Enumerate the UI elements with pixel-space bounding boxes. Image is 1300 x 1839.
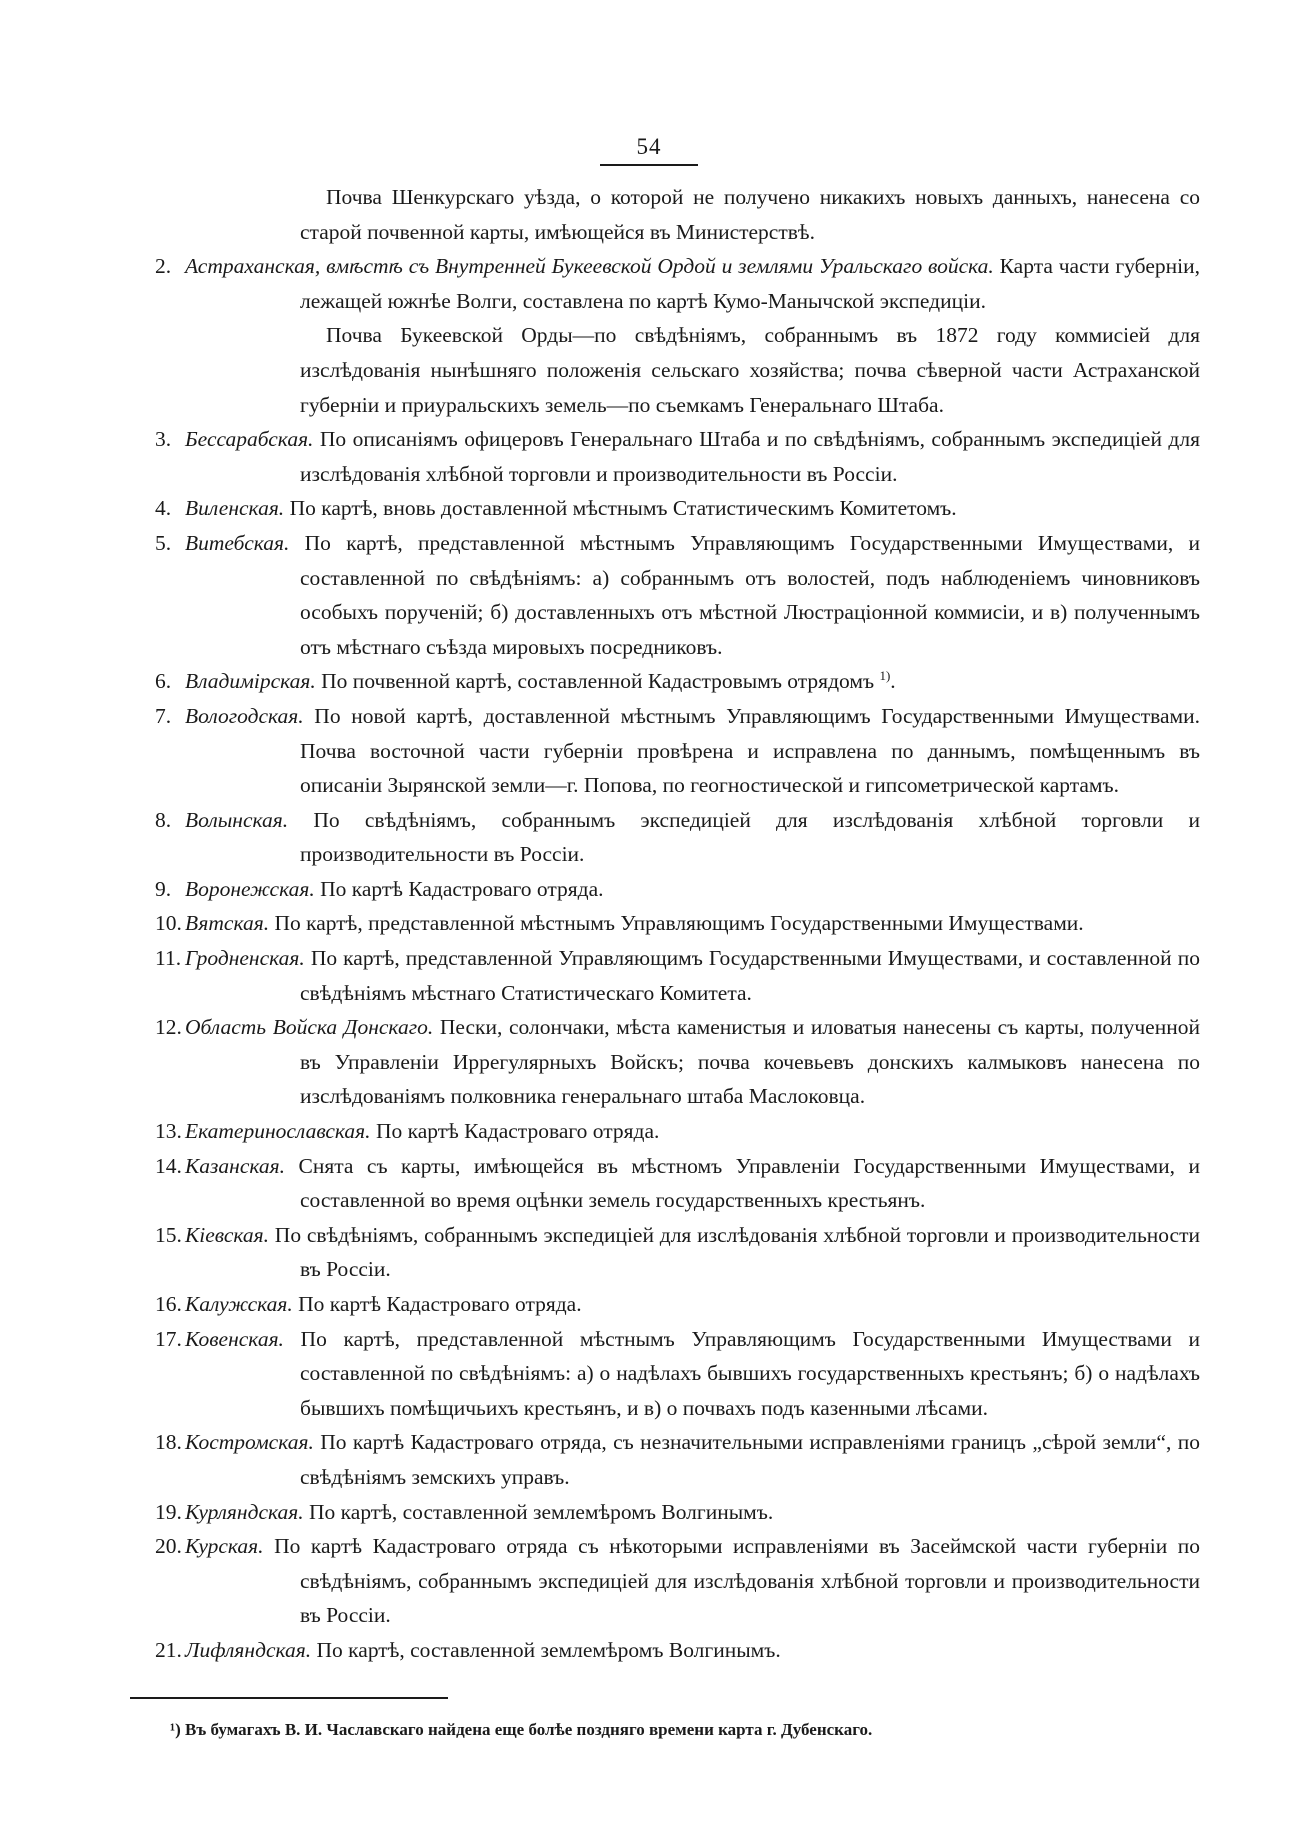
entry-region: Вятская. (185, 911, 270, 936)
list-item (125, 1425, 1200, 1494)
entry-text: По картѣ Кадастроваго отряда, съ незначительными исправленіями границъ „сѣрой земли“, по свѣдѣніямъ земскихъ управъ. (300, 1430, 1200, 1489)
entry-region: Кіевская. (185, 1222, 270, 1247)
list-item (125, 1010, 1200, 1114)
entry-region: Лифляндская. (185, 1637, 312, 1662)
entry-region: Калужская. (185, 1292, 293, 1316)
list-item (125, 1633, 1200, 1668)
entry-number: 4. (155, 496, 172, 521)
list-item (125, 526, 1200, 664)
entry-number: 14. (155, 1153, 182, 1178)
entry-number: 12. (155, 1015, 182, 1040)
list-item (125, 1322, 1200, 1426)
entry-number: 17. (155, 1326, 182, 1351)
entry-number: 16. (155, 1292, 182, 1316)
entry-region: Воронежская. (185, 876, 315, 901)
entry-number: 18. (155, 1430, 182, 1455)
page-number: 54 (600, 134, 698, 166)
entry-region: Владимірская. (185, 669, 316, 694)
entry-region: Вологодская. (185, 703, 304, 728)
entry-number: 3. (155, 427, 172, 452)
entry-text: По картѣ Кадастроваго отряда. (314, 876, 604, 901)
entry-text: По картѣ, составленной землемѣромъ Волгинымъ. (303, 1499, 774, 1524)
entry-text-tail: . (890, 669, 896, 694)
entry-number: 7. (155, 703, 172, 728)
list-item (125, 699, 1200, 803)
footnote-reference: 1) (879, 668, 891, 684)
entry-text: По свѣдѣніямъ, собраннымъ экспедиціей для изслѣдованія хлѣбной торговли и производительности въ Россіи. (288, 807, 1200, 867)
entry-text: По картѣ, представленной мѣстнымъ Управляющимъ Государственными Имуществами. (269, 911, 1084, 936)
entry-region: Волынская. (185, 807, 289, 832)
entry-number: 19. (155, 1499, 182, 1524)
document-body (125, 180, 1200, 1668)
list-item (125, 941, 1200, 1010)
entry-number: 13. (155, 1119, 182, 1144)
entry-number: 8. (155, 807, 172, 832)
entry-region: Казанская. (185, 1153, 286, 1178)
footnote-text: Въ бумагахъ В. И. Чаславскаго найдена еще болѣе поздняго времени карта г. Дубенскаго. (180, 1720, 873, 1739)
entry-text: По свѣдѣніямъ, собраннымъ экспедиціей для изслѣдованія хлѣбной торговли и производительности въ Россіи. (269, 1222, 1200, 1282)
entry-region: Астраханская, вмѣстѣ съ Внутренней Букеевской Ордой и землями Уральскаго войска. (185, 254, 994, 279)
entry-text: По картѣ, представленной мѣстнымъ Управляющимъ Государственными Имуществами и составленной по свѣдѣніямъ: а) о надѣлахъ бывшихъ государственныхъ крестьянъ; б) о надѣлахъ бывшихъ помѣщичьихъ крестьянъ, и в) о почвахъ подъ казенными лѣсами. (283, 1326, 1200, 1420)
entry-text: По картѣ, представленной Управляющимъ Государственными Имуществами, и составленной по свѣдѣніямъ мѣстнаго Статистическаго Комитета. (300, 946, 1200, 1005)
entry-region: Гродненская. (185, 946, 305, 971)
entry-text: По картѣ, вновь доставленной мѣстнымъ Статистическимъ Комитетомъ. (284, 496, 957, 521)
entry-subparagraph: Почва Букеевской Орды—по свѣдѣніямъ, собраннымъ въ 1872 году коммисіей для изслѣдованія нынѣшняго положенія сельскаго хозяйства; почва сѣверной части Астраханской губерніи и приуральскихъ земель—по съемкамъ Генеральнаго Штаба. (300, 323, 1200, 417)
list-item (125, 249, 1200, 318)
entry-region: Бессарабская. (185, 427, 314, 452)
entry-region: Курляндская. (185, 1499, 304, 1524)
entry-text: По картѣ, представленной мѣстнымъ Управляющимъ Государственными Имуществами, и составленной по свѣдѣніямъ: а) собраннымъ отъ волостей, подъ наблюденіемъ чиновниковъ особыхъ порученій; б) доставленныхъ отъ мѣстной Люстраціонной коммисіи, и в) полученнымъ отъ мѣстнаго съѣзда мировыхъ посредниковъ. (289, 530, 1200, 659)
list-item (125, 1114, 1200, 1149)
list-item (125, 1287, 1200, 1322)
list-item (125, 422, 1200, 491)
entry-number: 20. (155, 1534, 182, 1559)
entry-number: 6. (155, 669, 172, 694)
entry-text: Карта части губерніи, лежащей южнѣе Волги, составлена по картѣ Кумо-Манычской экспедиціи. (300, 254, 1200, 313)
list-item (125, 1529, 1200, 1633)
entry-number: 11. (155, 946, 182, 971)
entry-region: Область Войска Донскаго. (185, 1015, 434, 1040)
entry-region: Витебская. (185, 530, 290, 555)
entry-region: Екатеринославская. (185, 1119, 371, 1144)
entry-text: По картѣ, составленной землемѣромъ Волгинымъ. (311, 1637, 781, 1662)
entry-number: 21. (155, 1637, 182, 1662)
list-item (125, 803, 1200, 872)
list-item (125, 491, 1200, 526)
entry-region: Курская. (185, 1534, 264, 1559)
list-item (125, 1495, 1200, 1530)
list-item (125, 1218, 1200, 1287)
intro-paragraph: Почва Шенкурскаго уѣзда, о которой не получено никакихъ новыхъ данныхъ, нанесена со старой почвенной карты, имѣющейся въ Министерствѣ. (300, 185, 1200, 244)
entry-text: По почвенной картѣ, составленной Кадастровымъ отрядомъ (315, 669, 880, 694)
entry-text: По новой картѣ, доставленной мѣстнымъ Управляющимъ Государственными Имуществами. Почва восточной части губерніи провѣрена и исправлена по даннымъ, помѣщеннымъ въ описаніи Зырянской земли—г. Попова, по геогностической и гипсометрической картамъ. (300, 703, 1200, 798)
entry-text: По описаніямъ офицеровъ Генеральнаго Штаба и по свѣдѣніямъ, собраннымъ экспедиціей для изслѣдованія хлѣбной торговли и производительности въ Россіи. (300, 427, 1200, 486)
entry-text: Снята съ карты, имѣющейся въ мѣстномъ Управленіи Государственными Имуществами, и составленной во время оцѣнки земель государственныхъ крестьянъ. (285, 1153, 1200, 1213)
entry-number: 5. (155, 530, 172, 555)
footnote (170, 1718, 1170, 1742)
entry-region: Ковенская. (185, 1326, 284, 1351)
entry-text: По картѣ Кадастроваго отряда. (292, 1292, 582, 1316)
entry-number: 10. (155, 911, 182, 936)
entry-text: По картѣ Кадастроваго отряда. (370, 1119, 660, 1144)
list-item (125, 664, 1200, 699)
footnote-mark: ¹) (170, 1720, 181, 1739)
entry-region: Костромская. (185, 1430, 314, 1455)
entry-region: Виленская. (185, 496, 285, 521)
list-item (125, 1149, 1200, 1218)
entry-number: 2. (155, 254, 172, 279)
list-item (125, 906, 1200, 941)
entry-number: 15. (155, 1222, 182, 1247)
list-item (125, 872, 1200, 907)
footnote-divider (130, 1697, 448, 1699)
entry-text: По картѣ Кадастроваго отряда съ нѣкоторыми исправленіями въ Засеймской части губерніи по свѣдѣніямъ, собраннымъ экспедиціей для изслѣдованія хлѣбной торговли и производительности въ Россіи. (263, 1534, 1200, 1628)
entry-number: 9. (155, 876, 172, 901)
entry-text: Пески, солончаки, мѣста каменистыя и иловатыя нанесены съ карты, полученной въ Управленіи Иррегулярныхъ Войскъ; почва кочевьевъ донскихъ калмыковъ нанесена по изслѣдованіямъ полковника генеральнаго штаба Маслоковца. (300, 1015, 1200, 1109)
